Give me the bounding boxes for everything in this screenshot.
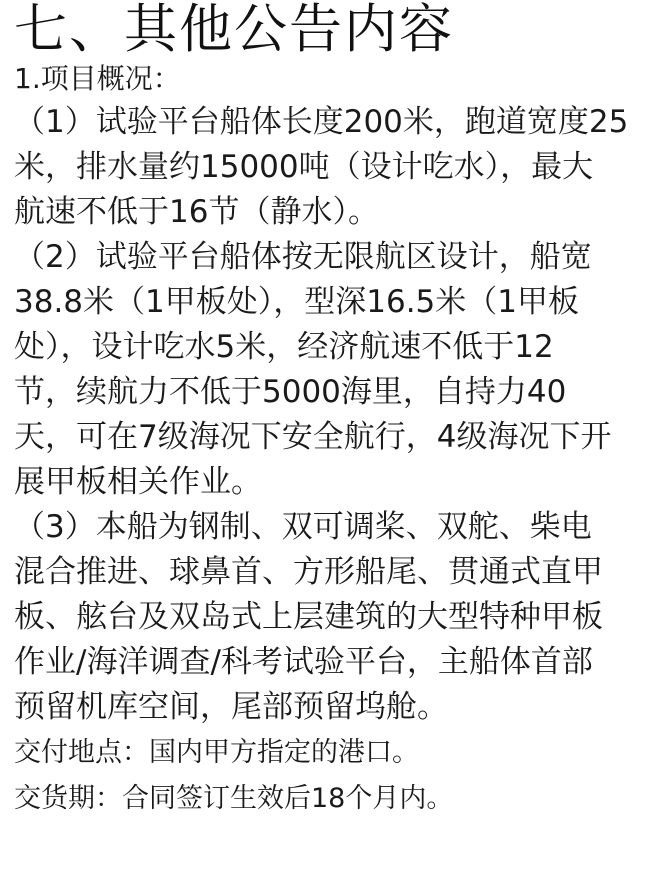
paragraph-line: 展甲板相关作业。: [14, 464, 262, 500]
paragraph-line: 天，可在7级海况下安全航行，4级海况下开: [14, 419, 612, 455]
announcement-document: [14, 0, 654, 822]
paragraph-2: [14, 235, 654, 505]
paragraph-line: 米，排水量约15000吨（设计吃水），最大: [14, 149, 594, 185]
delivery-period: 交货期：合同签订生效后18个月内。: [14, 783, 454, 814]
paragraph-line: 处），设计吃水5米，经济航速不低于12: [14, 329, 554, 365]
paragraph-line: （2）试验平台船体按无限航区设计，船宽: [14, 239, 592, 275]
paragraph-line: （1）试验平台船体长度200米，跑道宽度25: [14, 104, 629, 140]
paragraph-line: （3）本船为钢制、双可调桨、双舵、柴电: [14, 509, 592, 545]
section-title: 七、其他公告内容: [14, 0, 454, 60]
paragraph-line: 板、舷台及双岛式上层建筑的大型特种甲板: [14, 599, 603, 635]
delivery-location: 交付地点：国内甲方指定的港口。: [14, 737, 419, 768]
paragraph-1: [14, 100, 654, 235]
paragraph-line: 38.8米（1甲板处），型深16.5米（1甲板: [14, 284, 579, 320]
paragraph-3: [14, 505, 654, 730]
overview-label: 1.项目概况：: [14, 62, 181, 95]
paragraph-line: 作业/海洋调查/科考试验平台，主船体首部: [14, 644, 593, 680]
paragraph-line: 预留机库空间，尾部预留坞舱。: [14, 689, 448, 725]
paragraph-line: 航速不低于16节（静水）。: [14, 194, 379, 230]
paragraph-line: 混合推进、球鼻首、方形船尾、贯通式直甲: [14, 554, 603, 590]
paragraph-line: 节，续航力不低于5000海里，自持力40: [14, 374, 567, 410]
